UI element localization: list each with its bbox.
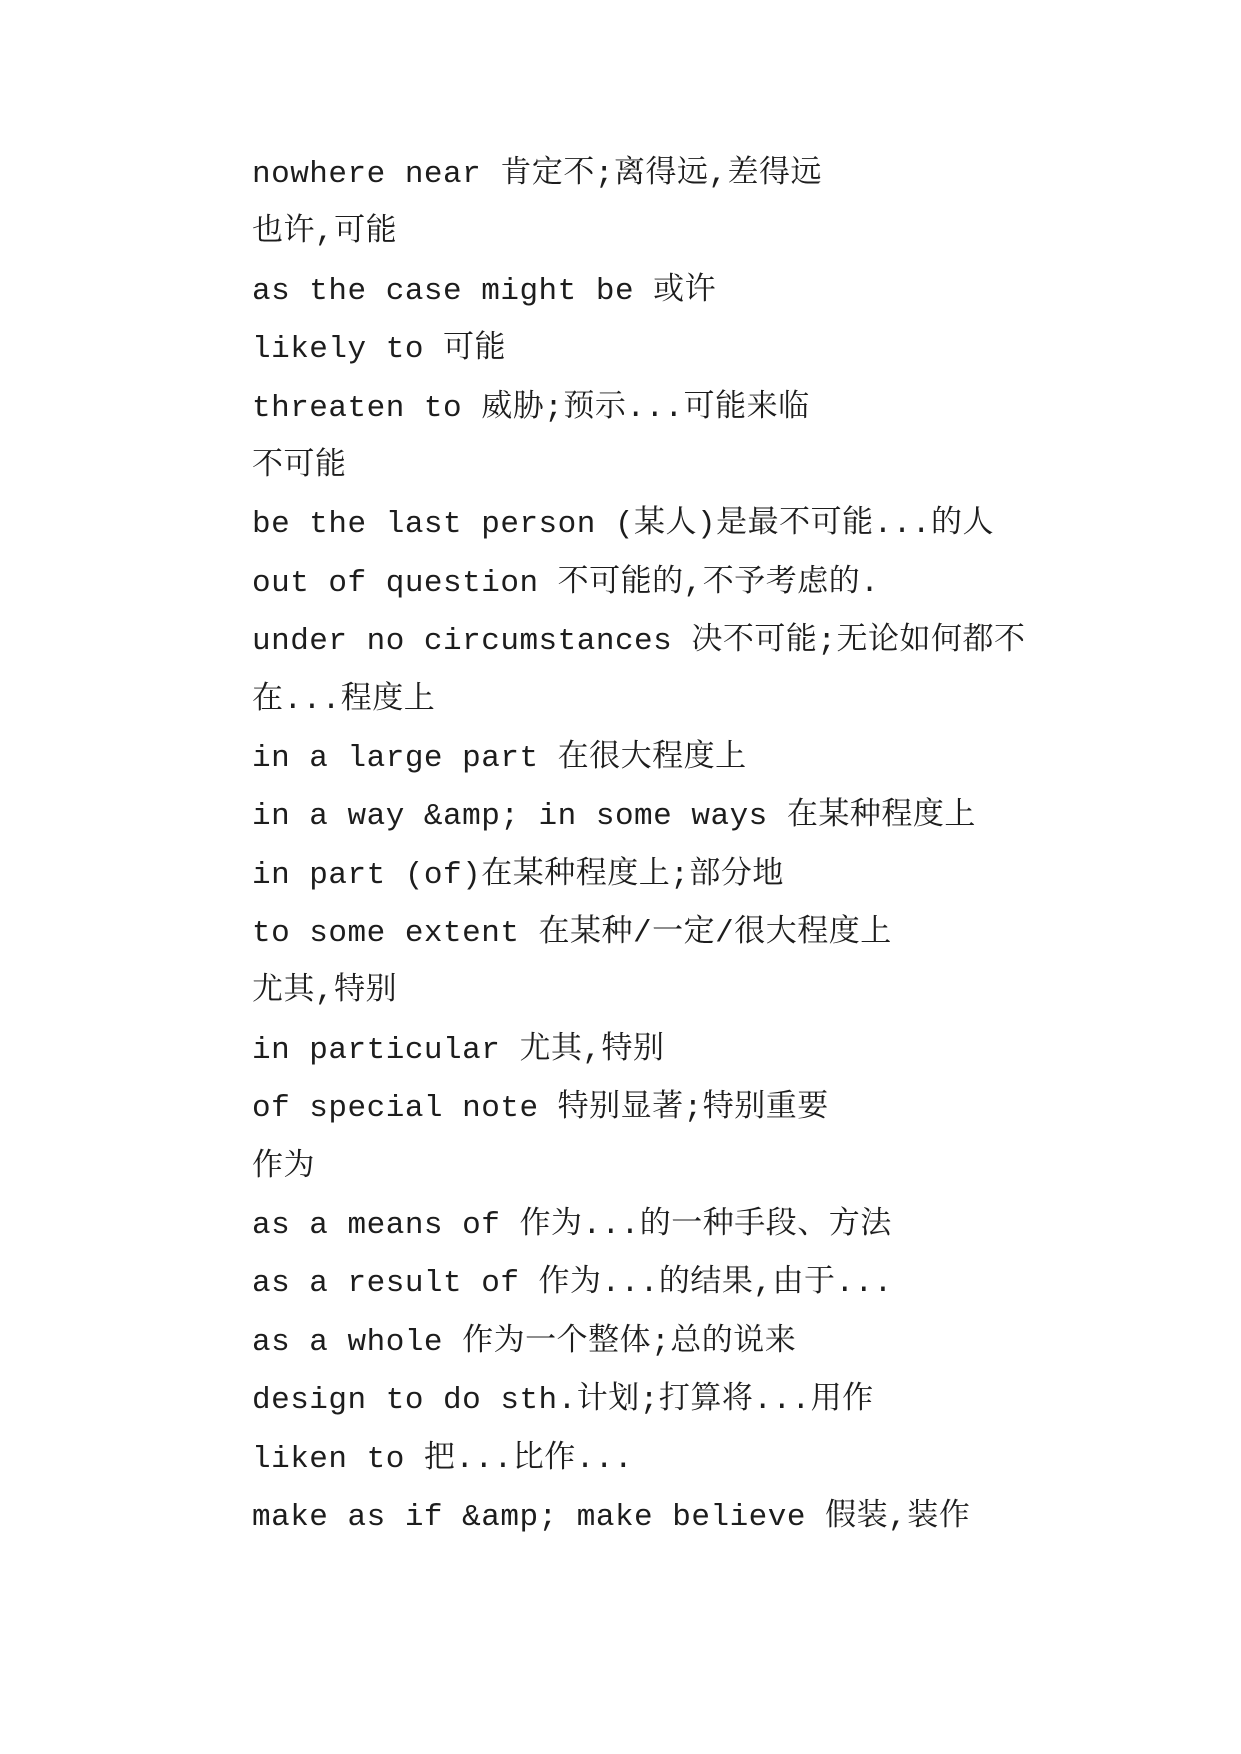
document-text-block bbox=[252, 146, 1201, 1547]
phrase-line-as-a-whole: as a whole 作为一个整体;总的说来 bbox=[252, 1324, 797, 1360]
phrase-line-as-the-case: as the case might be 或许 bbox=[252, 273, 717, 309]
phrase-line-as-a-means-of: as a means of 作为...的一种手段、方法 bbox=[252, 1208, 892, 1244]
phrase-line-as-a-result-of: as a result of 作为...的结果,由于... bbox=[252, 1266, 893, 1302]
category-label-as: 作为 bbox=[252, 1149, 315, 1185]
phrase-line-to-some-extent: to some extent 在某种/一定/很大程度上 bbox=[252, 916, 892, 952]
phrase-line-in-a-large-part: in a large part 在很大程度上 bbox=[252, 740, 747, 776]
phrase-line-liken-to: liken to 把...比作... bbox=[252, 1441, 634, 1477]
phrase-line-threaten-to: threaten to 威胁;预示...可能来临 bbox=[252, 390, 810, 426]
category-label-to-extent: 在...程度上 bbox=[252, 682, 436, 718]
phrase-line-in-part-of: in part (of)在某种程度上;部分地 bbox=[252, 857, 784, 893]
phrase-line-in-particular: in particular 尤其,特别 bbox=[252, 1032, 665, 1068]
category-label-especially: 尤其,特别 bbox=[252, 974, 398, 1010]
phrase-line-be-the-last-person: be the last person (某人)是最不可能...的人 bbox=[252, 507, 994, 543]
phrase-line-out-of-question: out of question 不可能的,不予考虑的. bbox=[252, 565, 880, 601]
phrase-line-make-as-if: make as if &amp; make believe 假装,装作 bbox=[252, 1499, 971, 1535]
phrase-line-in-a-way: in a way &amp; in some ways 在某种程度上 bbox=[252, 799, 976, 835]
phrase-line-design-to-do: design to do sth.计划;打算将...用作 bbox=[252, 1383, 874, 1419]
phrase-line-likely-to: likely to 可能 bbox=[252, 332, 507, 368]
category-label-impossible: 不可能 bbox=[252, 448, 347, 484]
phrase-line-under-no-circumstances: under no circumstances 决不可能;无论如何都不 bbox=[252, 624, 1026, 660]
phrase-line-of-special-note: of special note 特别显著;特别重要 bbox=[252, 1091, 829, 1127]
category-label-maybe: 也许,可能 bbox=[252, 215, 398, 251]
phrase-line-nowhere-near: nowhere near 肯定不;离得远,差得远 bbox=[252, 157, 823, 192]
